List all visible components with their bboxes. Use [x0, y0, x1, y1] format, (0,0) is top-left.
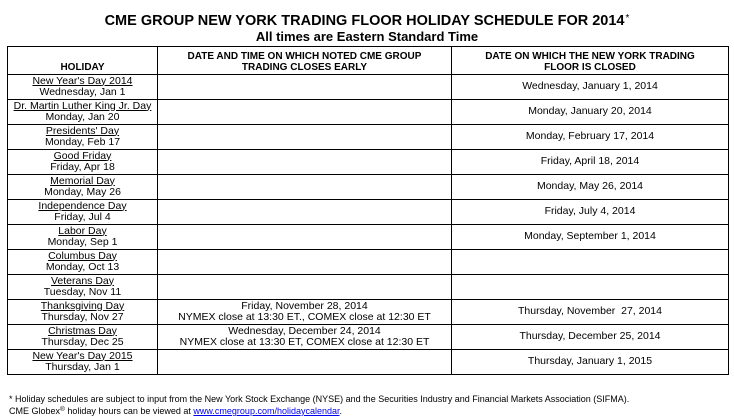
- early-close-times: NYMEX close at 13:30 ET, COMEX close at 12:30 ET: [179, 336, 430, 348]
- early-close-cell: [158, 300, 452, 325]
- table-row: [8, 225, 729, 250]
- early-close-date: Wednesday, December 24, 2014: [228, 324, 381, 337]
- holiday-name-link[interactable]: Memorial Day: [50, 174, 115, 187]
- floor-closed-date: Monday, January 20, 2014: [528, 105, 652, 118]
- floor-closed-cell: [452, 225, 729, 250]
- holiday-name-link[interactable]: Thanksgiving Day: [40, 299, 125, 312]
- holiday-date: Friday, Apr 18: [50, 161, 115, 173]
- floor-closed-cell: [452, 250, 729, 275]
- holiday-name-link[interactable]: Christmas Day: [48, 324, 117, 337]
- early-close-date: Friday, November 28, 2014: [241, 299, 368, 312]
- table-row: [8, 150, 729, 175]
- holiday-cell: [8, 300, 158, 325]
- floor-closed-cell: [452, 350, 729, 375]
- early-close-cell: [158, 125, 452, 150]
- floor-closed-cell: [452, 275, 729, 300]
- column-header-holiday: HOLIDAY: [8, 47, 158, 75]
- column-header-early-close: DATE AND TIME ON WHICH NOTED CME GROUP TRADING CLOSES EARLY: [158, 47, 452, 75]
- page-title: [0, 13, 734, 29]
- holiday-cell: [8, 225, 158, 250]
- floor-closed-date: Monday, September 1, 2014: [524, 230, 656, 243]
- floor-closed-cell: [452, 300, 729, 325]
- floor-closed-cell: [452, 175, 729, 200]
- floor-closed-cell: [452, 325, 729, 350]
- holiday-name-link[interactable]: Columbus Day: [48, 249, 117, 262]
- holiday-date: Wednesday, Jan 1: [39, 86, 126, 98]
- floor-closed-date: Friday, April 18, 2014: [540, 155, 640, 168]
- early-close-cell: [158, 200, 452, 225]
- floor-closed-cell: [452, 200, 729, 225]
- table-row: [8, 175, 729, 200]
- holiday-cell: [8, 200, 158, 225]
- holiday-date: Monday, Jan 20: [45, 111, 120, 123]
- holiday-date: Thursday, Jan 1: [45, 361, 120, 373]
- floor-closed-date: Monday, May 26, 2014: [536, 180, 644, 193]
- floor-closed-date: Wednesday, January 1, 2014: [522, 80, 658, 93]
- early-close-cell: [158, 225, 452, 250]
- holiday-date: Friday, Jul 4: [54, 211, 111, 223]
- holiday-name-link[interactable]: Veterans Day: [50, 274, 115, 287]
- holiday-name-link[interactable]: Presidents' Day: [45, 124, 120, 137]
- table-row: [8, 100, 729, 125]
- page-subtitle: All times are Eastern Standard Time: [255, 29, 479, 44]
- floor-closed-date: Thursday, January 1, 2015: [527, 355, 653, 368]
- holiday-cell: [8, 275, 158, 300]
- holiday-cell: [8, 325, 158, 350]
- table-row: [8, 325, 729, 350]
- floor-closed-date: Friday, July 4, 2014: [544, 205, 636, 218]
- table-row: [8, 275, 729, 300]
- early-close-cell: [158, 75, 452, 100]
- floor-closed-cell: [452, 100, 729, 125]
- floor-closed-cell: [452, 125, 729, 150]
- page-title-text: CME GROUP NEW YORK TRADING FLOOR HOLIDAY SCHEDULE FOR 2014: [104, 13, 625, 29]
- table-header-row: [8, 47, 729, 75]
- table-row: [8, 300, 729, 325]
- holiday-name-link[interactable]: Independence Day: [38, 199, 127, 212]
- holiday-cell: [8, 350, 158, 375]
- early-close-cell: [158, 150, 452, 175]
- holiday-cell: [8, 75, 158, 100]
- holiday-date: Monday, May 26: [44, 186, 121, 198]
- footnote-globex: CME Globex® holiday hours can be viewed at www.cmegroup.com/holidaycalendar.: [9, 406, 343, 416]
- holiday-name-link[interactable]: Dr. Martin Luther King Jr. Day: [13, 99, 152, 112]
- holiday-name-link[interactable]: Good Friday: [53, 149, 112, 162]
- holiday-name-link[interactable]: New Year's Day 2014: [32, 74, 133, 87]
- floor-closed-date: Thursday, November 27, 2014: [518, 305, 662, 318]
- early-close-cell: [158, 350, 452, 375]
- holiday-cell: [8, 100, 158, 125]
- holiday-name-link[interactable]: Labor Day: [58, 224, 107, 237]
- holiday-calendar-link[interactable]: www.cmegroup.com/holidaycalendar: [193, 406, 340, 416]
- floor-closed-date: Monday, February 17, 2014: [525, 130, 655, 143]
- table-row: [8, 125, 729, 150]
- early-close-cell: [158, 100, 452, 125]
- holiday-date: Monday, Sep 1: [47, 236, 118, 248]
- holiday-cell: [8, 175, 158, 200]
- early-close-cell: [158, 250, 452, 275]
- table-row: [8, 200, 729, 225]
- holiday-date: Monday, Oct 13: [45, 261, 120, 273]
- holiday-date: Thursday, Dec 25: [41, 336, 124, 348]
- early-close-cell: [158, 275, 452, 300]
- holiday-name-link[interactable]: New Year's Day 2015: [32, 349, 133, 362]
- holiday-date: Thursday, Nov 27: [41, 311, 124, 323]
- holiday-cell: [8, 125, 158, 150]
- early-close-times: NYMEX close at 13:30 ET., COMEX close at 12:30 ET: [178, 311, 431, 323]
- floor-closed-cell: [452, 75, 729, 100]
- holiday-cell: [8, 150, 158, 175]
- footnote-disclaimer: * Holiday schedules are subject to input from the New York Stock Exchange (NYSE) and the Securities Industry and Financial Markets Association (SIFMA).: [9, 394, 630, 404]
- early-close-cell: [158, 325, 452, 350]
- holiday-schedule-table: [7, 46, 729, 375]
- floor-closed-cell: [452, 150, 729, 175]
- column-header-floor-closed: DATE ON WHICH THE NEW YORK TRADING FLOOR IS CLOSED: [452, 47, 729, 75]
- table-row: [8, 350, 729, 375]
- holiday-date: Monday, Feb 17: [44, 136, 121, 148]
- early-close-cell: [158, 175, 452, 200]
- holiday-cell: [8, 250, 158, 275]
- title-footnote-marker: *: [625, 13, 630, 24]
- floor-closed-date: Thursday, December 25, 2014: [519, 330, 661, 343]
- registered-mark: ®: [60, 406, 65, 413]
- holiday-date: Tuesday, Nov 11: [43, 286, 122, 298]
- table-row: [8, 250, 729, 275]
- table-row: [8, 75, 729, 100]
